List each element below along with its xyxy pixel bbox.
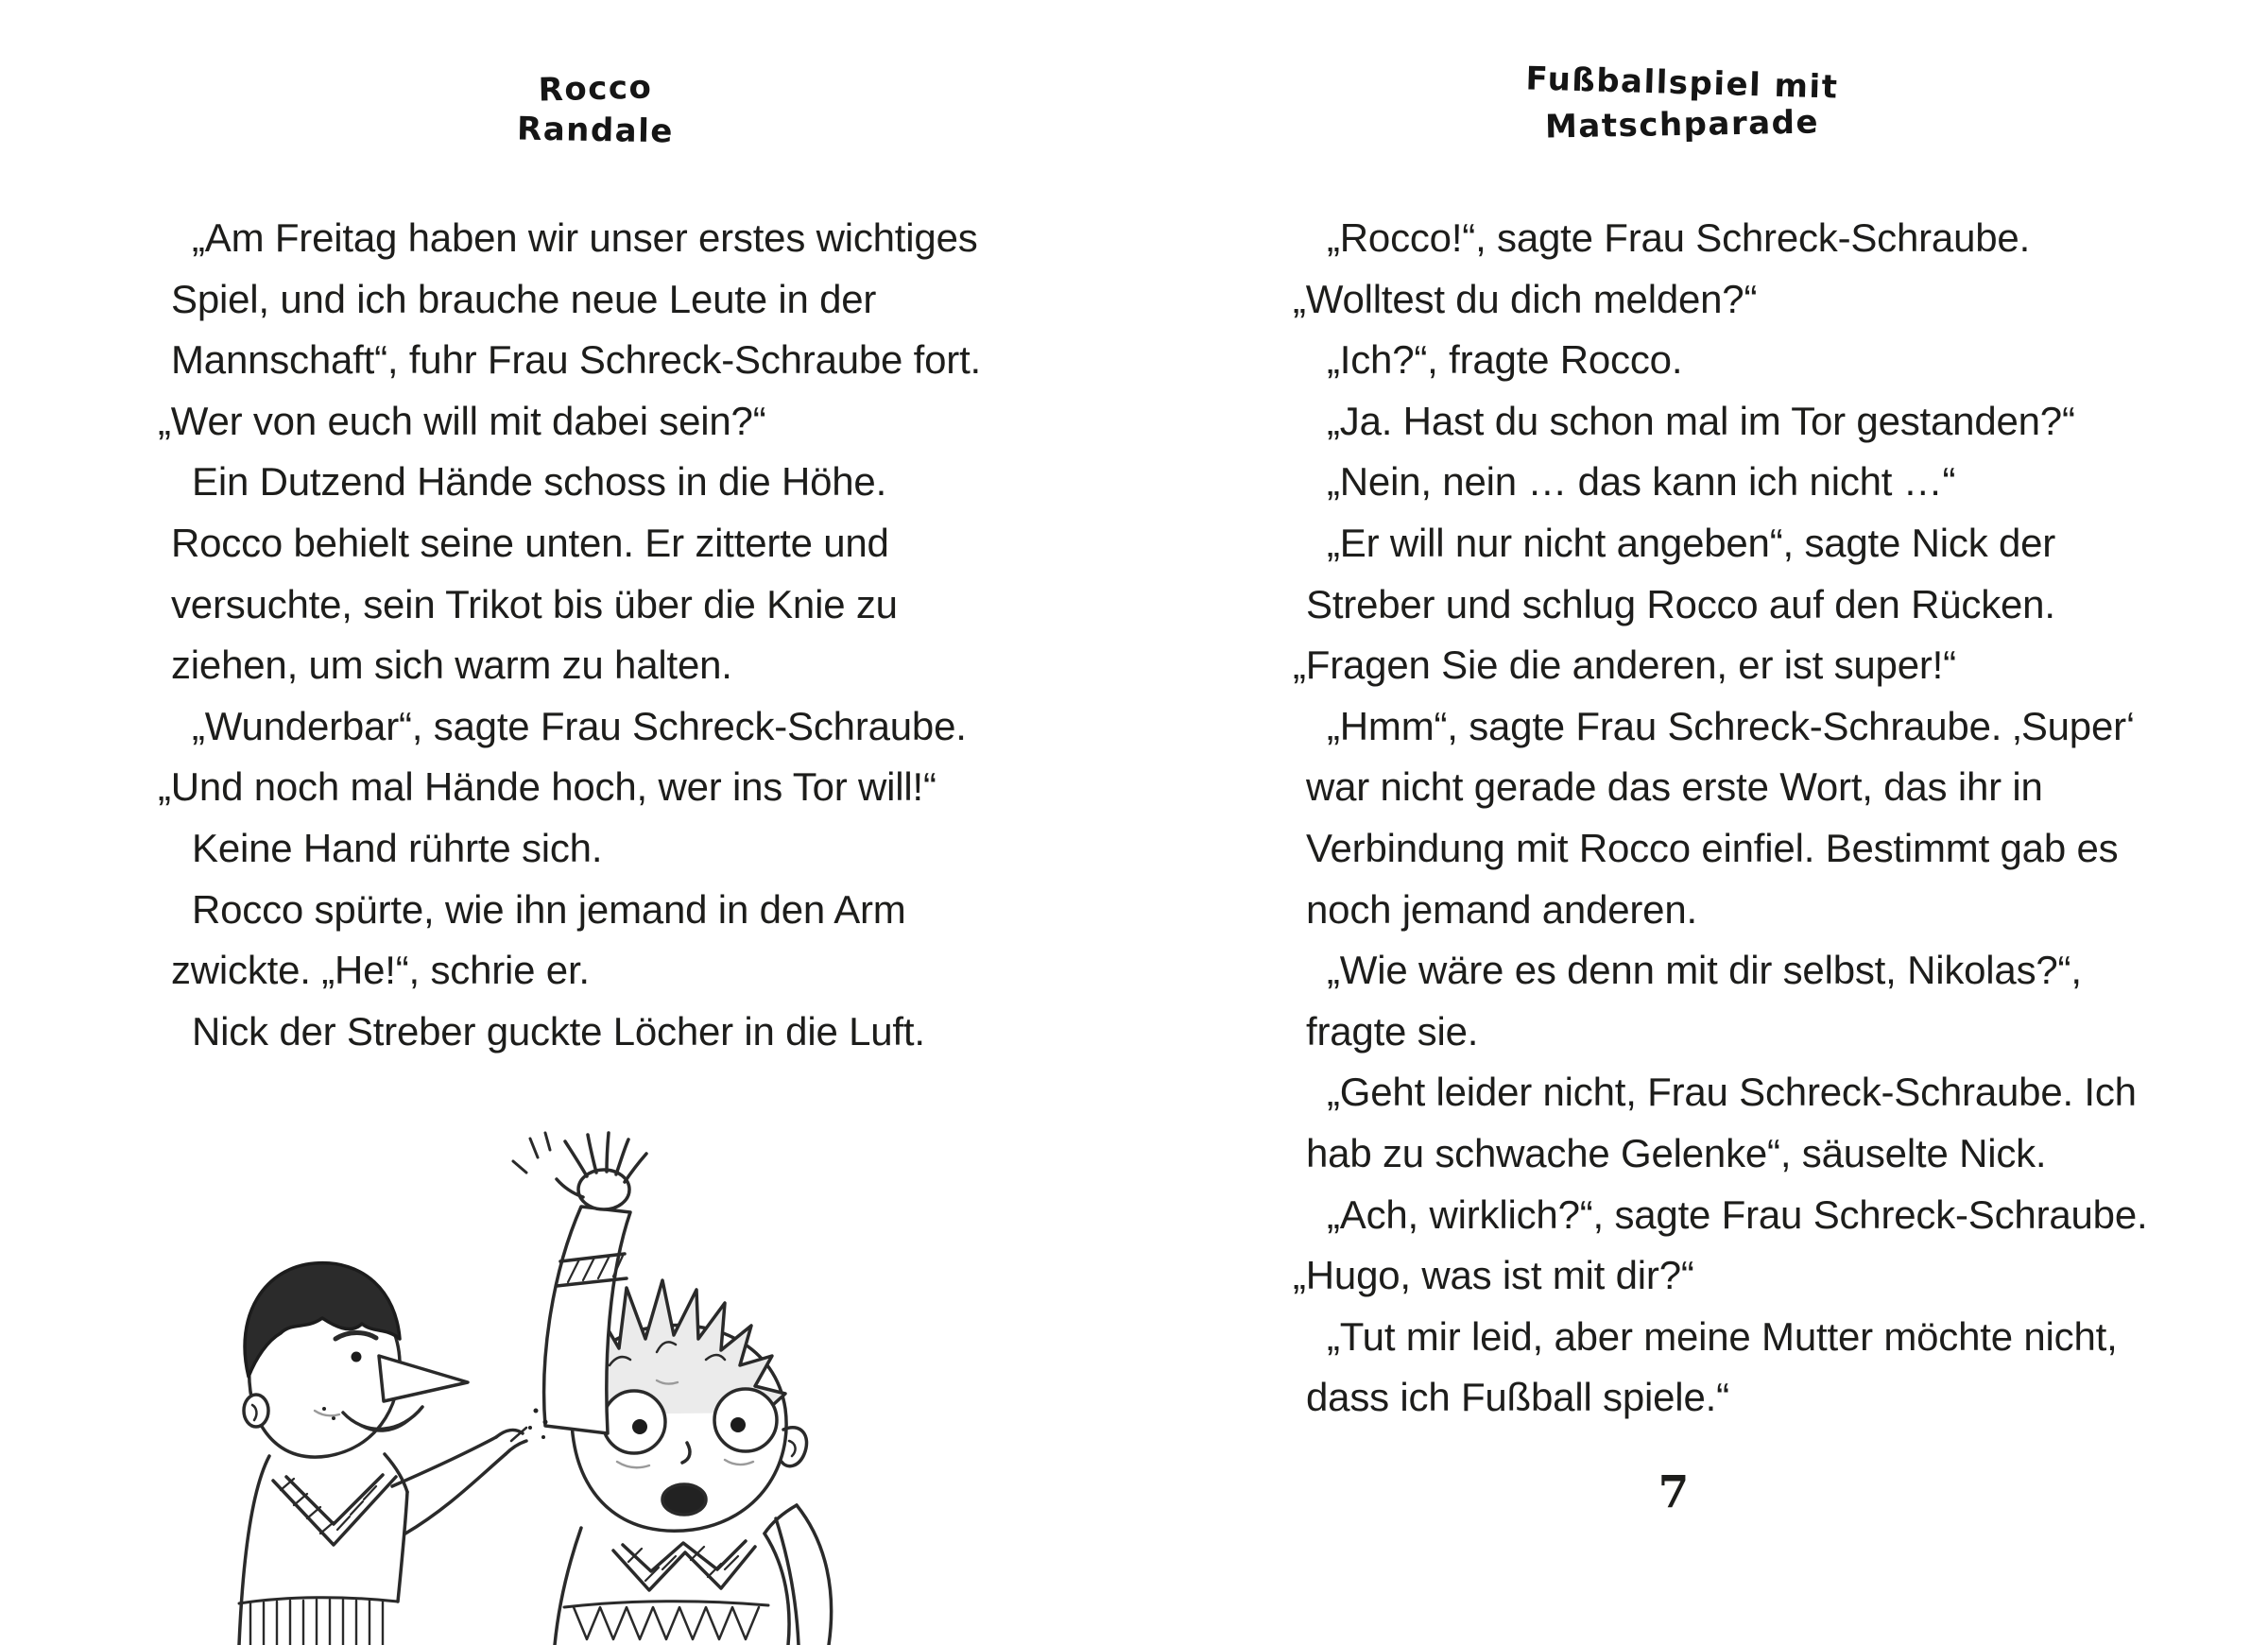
text-line: „Wer von euch will mit dabei sein?“ (158, 398, 766, 443)
text-line: „Nein, nein … das kann ich nicht …“ (1327, 459, 1956, 505)
nick-eye (352, 1352, 362, 1362)
rocco-mouth-open (662, 1484, 706, 1515)
text-line: „Tut mir leid, aber meine Mutter möchte nicht, (1327, 1313, 2118, 1359)
nick-hem-stripes (250, 1600, 383, 1645)
running-head-left (397, 68, 794, 151)
body-text-left (158, 208, 1040, 1062)
text-line: noch jemand anderen. (1306, 886, 1697, 932)
text-line: war nicht gerade das erste Wort, das ihr in (1306, 764, 2043, 810)
rocco-figure (513, 1133, 807, 1645)
text-line: „Ja. Hast du schon mal im Tor gestanden?“ (1327, 398, 2075, 443)
text-line: „Ach, wirklich?“, sagte Frau Schreck-Schraube. (1327, 1191, 2148, 1237)
running-head-line: Matschparade (1544, 103, 1820, 146)
text-line: „Fragen Sie die anderen, er ist super!“ (1293, 643, 1956, 688)
text-line: „Hmm“, sagte Frau Schreck-Schraube. ‚Super‘ (1327, 703, 2136, 748)
text-line: Rocco spürte, wie ihn jemand in den Arm (192, 886, 906, 932)
running-head-line: Fußballspiel mit (1525, 60, 1839, 107)
text-line: „Geht leider nicht, Frau Schreck-Schraube. Ich (1327, 1070, 2137, 1115)
nick-figure (239, 1263, 526, 1645)
text-line: Spiel, und ich brauche neue Leute in der (171, 276, 877, 321)
text-line: „Wie wäre es denn mit dir selbst, Nikolas?“, (1327, 948, 2082, 993)
rocco-waistband (574, 1607, 759, 1639)
text-line: versuchte, sein Trikot bis über die Knie zu (171, 581, 898, 626)
nick-nose (379, 1356, 468, 1401)
text-line: Ein Dutzend Hände schoss in die Höhe. (192, 459, 887, 505)
text-line: „Er will nur nicht angeben“, sagte Nick der (1327, 520, 2056, 565)
text-line: „Ich?“, fragte Rocco. (1327, 337, 1683, 383)
page-number: 7 (1658, 1466, 1690, 1518)
text-line: fragte sie. (1306, 1008, 1479, 1054)
motion-lines (513, 1133, 550, 1173)
illustration-sketch (213, 1129, 898, 1645)
running-head-line: Randale (516, 110, 675, 151)
text-line: „Hugo, was ist mit dir?“ (1293, 1253, 1694, 1298)
nick-collar (273, 1477, 396, 1545)
text-line: „Am Freitag haben wir unser erstes wichtiges (192, 215, 978, 260)
text-line: Keine Hand rührte sich. (192, 825, 603, 870)
text-line: „Und noch mal Hände hoch, wer ins Tor will!“ (158, 764, 936, 810)
text-line: Streber und schlug Rocco auf den Rücken. (1306, 581, 2055, 626)
rocco-eye-right (714, 1389, 777, 1451)
text-line: Mannschaft“, fuhr Frau Schreck-Schraube fort. (171, 337, 982, 383)
text-line: Rocco behielt seine unten. Er zitterte und (171, 520, 889, 565)
text-line: zwickte. „He!“, schrie er. (171, 948, 590, 993)
running-head-right (1418, 62, 1947, 146)
running-head-line: Rocco (538, 68, 653, 110)
text-line: dass ich Fußball spiele.“ (1306, 1375, 1729, 1420)
text-line: „Rocco!“, sagte Frau Schreck-Schraube. (1327, 215, 2031, 260)
text-line: hab zu schwache Gelenke“, säuselte Nick. (1306, 1130, 2047, 1175)
nick-arm (392, 1437, 496, 1486)
text-line: „Wunderbar“, sagte Frau Schreck-Schraube. (192, 703, 967, 748)
text-line: ziehen, um sich warm zu halten. (171, 643, 732, 688)
text-line: Nick der Streber guckte Löcher in die Luft. (192, 1008, 925, 1054)
body-text-right (1293, 208, 2213, 1429)
text-line: Verbindung mit Rocco einfiel. Bestimmt gab es (1306, 825, 2119, 870)
text-line: „Wolltest du dich melden?“ (1293, 276, 1758, 321)
